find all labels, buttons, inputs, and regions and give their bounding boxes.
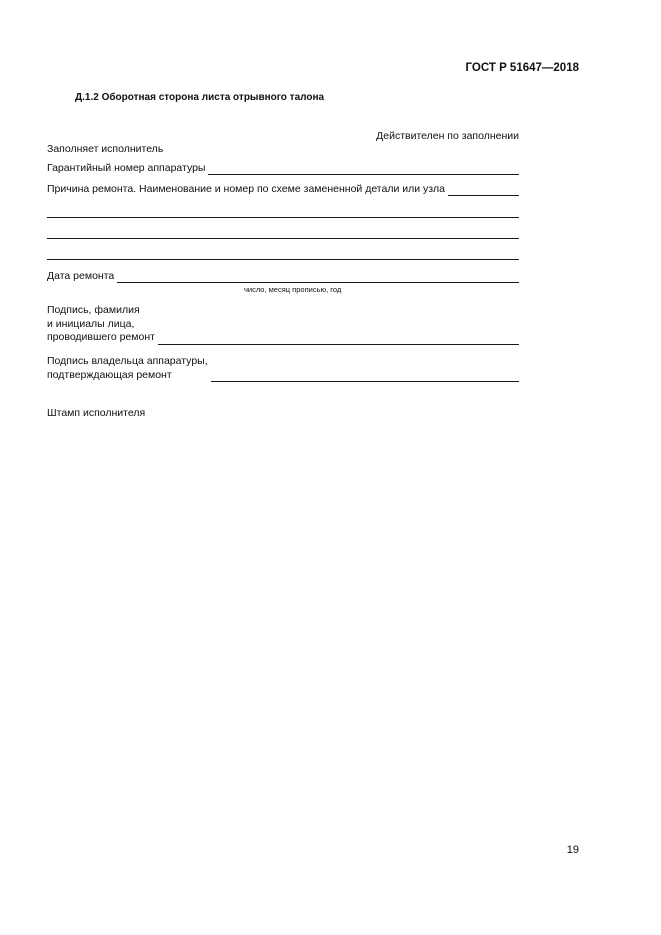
repair-reason-extra-line-2	[47, 238, 519, 239]
warranty-number-field	[47, 162, 519, 175]
repair-reason-label: Причина ремонта. Наименование и номер по схеме замененной детали или узла	[47, 183, 445, 195]
page-number: 19	[566, 844, 579, 856]
repair-date-field	[47, 270, 519, 283]
repairer-signature-label-line3: проводившего ремонт	[47, 331, 155, 343]
repairer-signature-label-line1: Подпись, фамилия	[47, 304, 140, 316]
owner-signature-label	[47, 355, 208, 382]
owner-signature-label-line1: Подпись владельца аппаратуры,	[47, 355, 208, 367]
repair-reason-field	[47, 183, 519, 196]
repairer-signature-label-line2: и инициалы лица,	[47, 317, 135, 330]
repair-date-hint: число, месяц прописью, год	[244, 285, 342, 294]
repairer-signature-line	[158, 332, 519, 345]
owner-signature-field	[47, 355, 519, 382]
repair-reason-extra-line-3	[47, 259, 519, 260]
validity-note: Действителен по заполнении	[376, 130, 519, 142]
warranty-number-label: Гарантийный номер аппаратуры	[47, 162, 206, 174]
owner-signature-line	[211, 369, 519, 382]
repair-reason-line	[448, 183, 519, 196]
repair-date-line	[117, 270, 519, 283]
stamp-label: Штамп исполнителя	[47, 407, 146, 419]
repairer-signature-label	[47, 304, 155, 345]
section-title: Д.1.2 Оборотная сторона листа отрывного талона	[75, 92, 325, 103]
owner-signature-label-line2: подтверждающая ремонт	[47, 368, 172, 381]
repairer-signature-field	[47, 304, 519, 345]
filled-by-label: Заполняет исполнитель	[47, 143, 164, 155]
repair-date-label: Дата ремонта	[47, 270, 115, 282]
warranty-number-line	[208, 162, 519, 175]
repair-reason-extra-line-1	[47, 217, 519, 218]
document-code: ГОСТ Р 51647—2018	[465, 62, 579, 74]
